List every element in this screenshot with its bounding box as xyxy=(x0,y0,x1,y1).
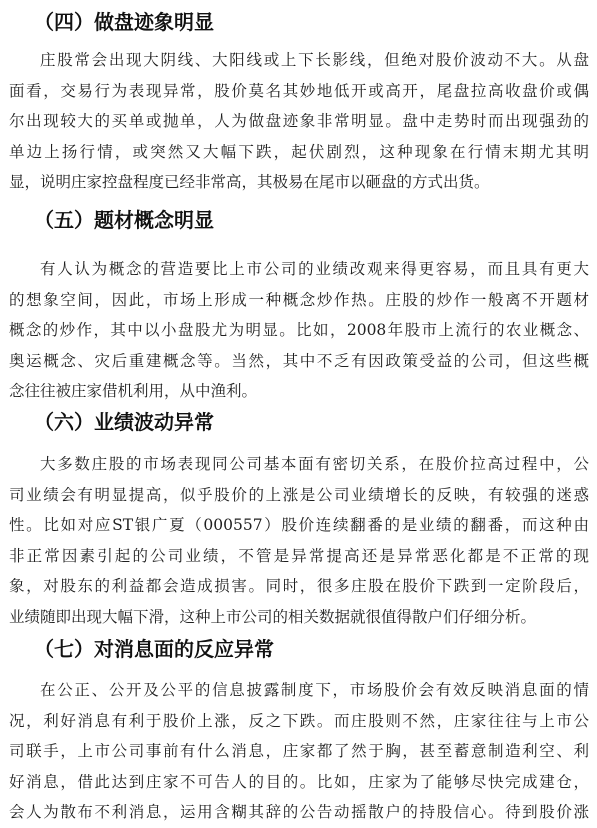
section-heading-4: （四）做盘迹象明显 xyxy=(34,10,214,34)
text-line: 尔出现较大的买单或抛单，人为做盘迹象非常明显。盘中走势时而出现强劲的 xyxy=(9,112,589,130)
text-line: 奥运概念、灾后重建概念等。当然，其中不乏有因政策受益的公司，但这些概 xyxy=(9,351,589,370)
text-line: 性。比如对应ST银广夏（000557）股价连续翻番的是业绩的翻番，而这种由 xyxy=(9,516,589,534)
section-5-body xyxy=(9,254,589,407)
text-line: 司业绩会有明显提高，似乎股价的上涨是公司业绩增长的反映，有较强的迷惑 xyxy=(9,485,589,504)
text-line: 司联手，上市公司事前有什么消息，庄家都了然于胸，甚至蓄意制造利空、利 xyxy=(9,742,589,760)
text-line: 在公正、公开及公平的信息披露制度下，市场股价会有效反映消息面的情 xyxy=(40,681,589,699)
text-line: 有人认为概念的营造要比上市公司的业绩改观来得更容易，而且具有更大 xyxy=(40,260,589,278)
text-line: 念往往被庄家借机利用，从中渔利。 xyxy=(9,382,258,400)
section-heading-6: （六）业绩波动异常 xyxy=(34,410,214,434)
text-line: 象，对股东的利益都会造成损害。同时，很多庄股在股价下跌到一定阶段后， xyxy=(9,577,589,595)
text-line: 面看，交易行为表现异常，股价莫名其妙地低开或高开，尾盘拉高收盘价或偶 xyxy=(9,81,589,100)
section-6-body xyxy=(9,449,589,632)
text-line: 大多数庄股的市场表现同公司基本面有密切关系，在股价拉高过程中，公 xyxy=(40,455,589,473)
text-line: 非正常因素引起的公司业绩，不管是异常提高还是异常恶化都是不正常的现 xyxy=(9,546,589,565)
text-line: 况，利好消息有利于股价上涨，反之下跌。而庄股则不然，庄家往往与上市公 xyxy=(9,711,589,730)
text-line: 概念的炒作，其中以小盘股尤为明显。比如，2008年股市上流行的农业概念、 xyxy=(9,321,589,339)
text-line: 显，说明庄家控盘程度已经非常高，其极易在尾市以砸盘的方式出货。 xyxy=(9,173,490,191)
text-line: 庄股常会出现大阴线、大阳线或上下长影线，但绝对股价波动不大。从盘 xyxy=(40,51,589,69)
text-line: 好消息，借此达到庄家不可告人的目的。比如，庄家为了能够尽快完成建仓， xyxy=(9,772,589,791)
section-heading-7: （七）对消息面的反应异常 xyxy=(34,637,274,661)
section-4-body xyxy=(9,45,589,198)
text-line: 业绩随即出现大幅下滑，这种上市公司的相关数据就很值得散户们仔细分析。 xyxy=(9,607,537,626)
section-heading-5: （五）题材概念明显 xyxy=(34,208,214,232)
text-line: 会人为散布不利消息，运用含糊其辞的公告动摇散户的持股信心。待到股价涨 xyxy=(9,803,589,821)
section-7-body xyxy=(9,675,589,828)
text-line: 单边上扬行情，或突然又大幅下跌，起伏剧烈，这种现象在行情末期尤其明 xyxy=(9,142,589,161)
text-line: 的想象空间，因此，市场上形成一种概念炒作热。庄股的炒作一般离不开题材 xyxy=(9,290,589,309)
